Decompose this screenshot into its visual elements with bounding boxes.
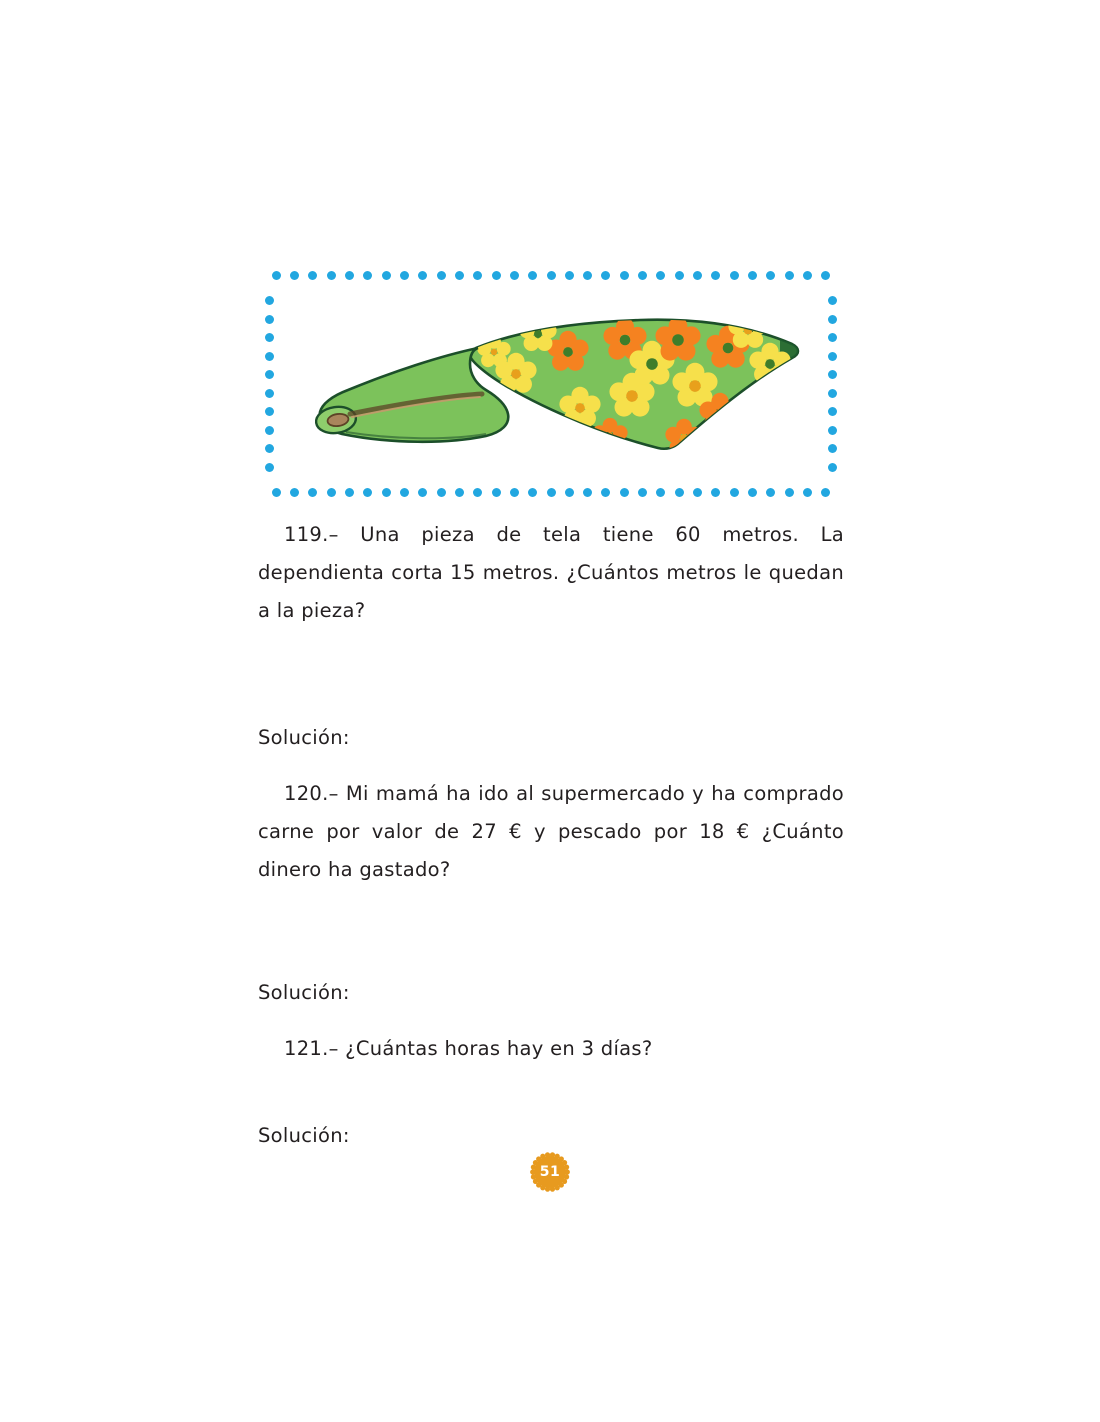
exercise-119-text: Una pieza de tela tiene 60 metros. La dependienta corta 15 metros. ¿Cuántos metros le quedan a la pieza? — [258, 523, 844, 622]
rolled-fabric-illustration — [280, 286, 822, 482]
page-number-badge — [529, 1151, 571, 1193]
solution-label-121: Solución: — [258, 1124, 350, 1147]
spacer — [258, 630, 844, 726]
solution-label-120: Solución: — [258, 981, 350, 1004]
spacer — [258, 1004, 844, 1030]
spacer — [258, 889, 844, 981]
exercise-119-number: 119.– — [284, 523, 339, 546]
spacer — [258, 749, 844, 775]
exercise-119 — [258, 516, 844, 630]
exercise-121-text: ¿Cuántas horas hay en 3 días? — [345, 1037, 653, 1060]
exercise-120-text: Mi mamá ha ido al supermercado y ha comprado carne por valor de 27 € y pescado por 18 € ¿Cuánto dinero ha gastado? — [258, 782, 844, 881]
illustration-frame — [258, 264, 844, 504]
exercise-121-number: 121.– — [284, 1037, 339, 1060]
page-number-label: 51 — [539, 1164, 561, 1180]
exercises-container — [258, 516, 844, 1147]
exercise-120 — [258, 775, 844, 889]
exercise-120-number: 120.– — [284, 782, 339, 805]
fabric-sheet — [470, 310, 820, 458]
spacer — [258, 1068, 844, 1124]
solution-label-119: Solución: — [258, 726, 350, 749]
exercise-121 — [258, 1030, 844, 1068]
